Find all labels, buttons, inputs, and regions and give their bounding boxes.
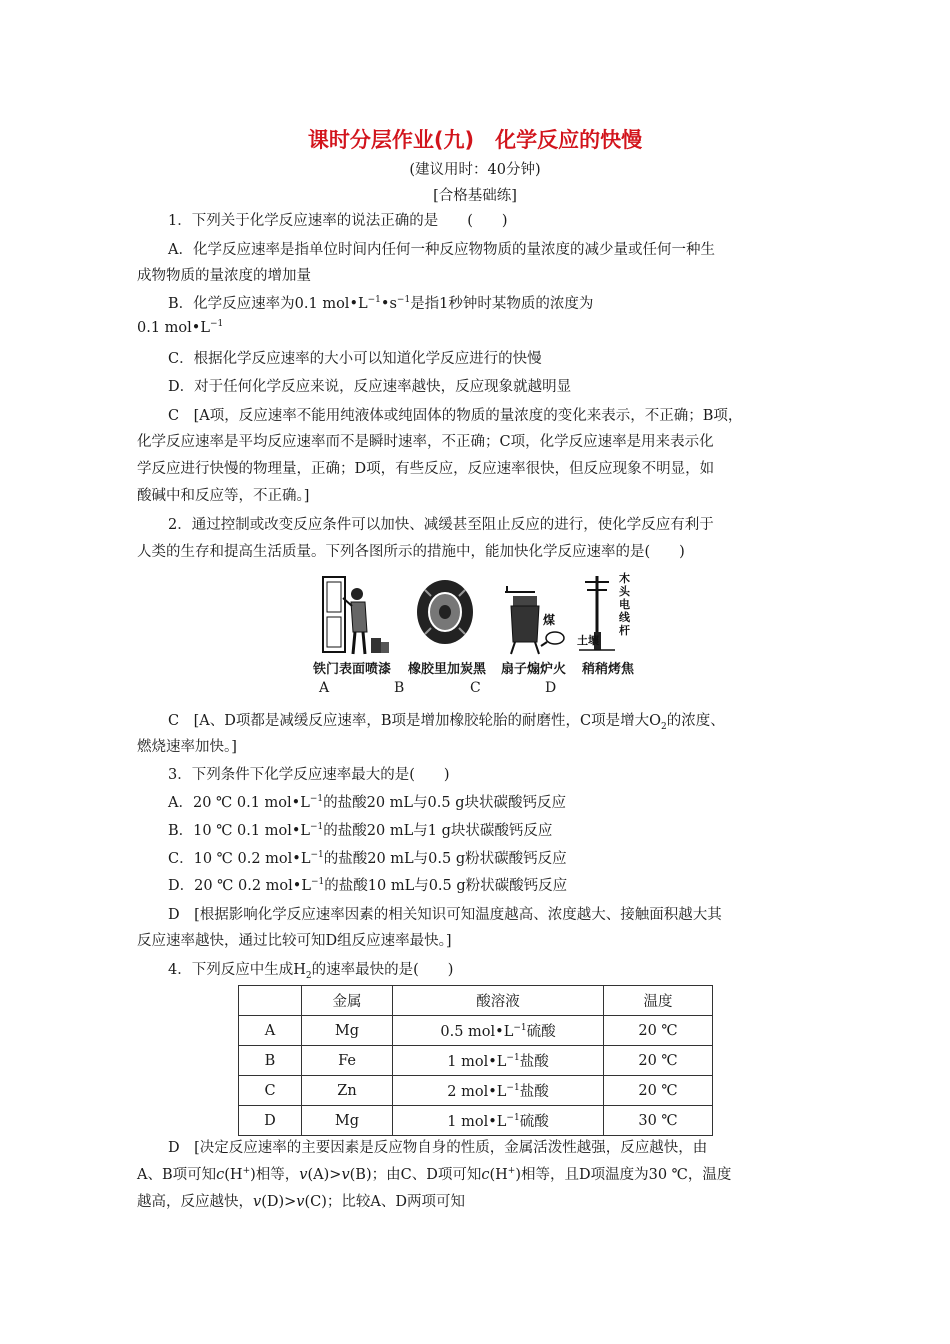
- q3-option-c: C．10 ℃ 0.2 $mol•L^{-1}$的盐酸20 mL与0.5 g粉状碳酸钙反应: [168, 850, 567, 867]
- table-row: [239, 1106, 713, 1136]
- q3-answer-line1: D [根据影响化学反应速率因素的相关知识可知温度越高、浓度越大、接触面积越大其: [168, 907, 722, 923]
- q1-stem: 1．下列关于化学反应速率的说法正确的是 ( ): [168, 213, 508, 229]
- table-row: [239, 1046, 713, 1076]
- metal-cell: Zn: [302, 1076, 393, 1106]
- q2-answer-line1: C [A、D项都是减缓反应速率，B项是增加橡胶轮胎的耐磨性，C项是增大$O_2$的浓度、: [168, 713, 725, 732]
- q4-stem: 4．下列反应中生成$H_2$的速率最快的是( ): [168, 962, 454, 981]
- temperature-cell: 30 ℃: [604, 1106, 713, 1136]
- row-id: D: [239, 1106, 302, 1136]
- q2-figures: [310, 572, 655, 700]
- q1-option-d: D．对于任何化学反应来说，反应速率越快，反应现象就越明显: [168, 379, 572, 395]
- q2-answer-line2: 燃烧速率加快。]: [137, 739, 237, 755]
- q4-answer-line1: D [决定反应速率的主要因素是反应物自身的性质，金属活泼性越强，反应越快，由: [168, 1140, 708, 1156]
- q4-answer-line2: A、B项可知c(H+)相等，v(A)>v(B)；由C、D项可知c(H+)相等，且D项温度为30 ℃，温度: [137, 1166, 732, 1183]
- figure-b-letter: B: [394, 680, 405, 696]
- q1-option-a-line2: 成物物质的量浓度的增加量: [137, 268, 311, 284]
- figure-b-caption: 橡胶里加炭黑: [408, 662, 487, 677]
- acid-cell: 1 $mol•L^{-1}$盐酸: [393, 1046, 604, 1076]
- stove-illustration: [495, 572, 575, 672]
- table-row: [239, 1076, 713, 1106]
- pole-label-2: 头: [619, 585, 630, 598]
- acid-cell: 1 $mol•L^{-1}$硫酸: [393, 1106, 604, 1136]
- table-row: [239, 1016, 713, 1046]
- q1-answer-line1: C [A项，反应速率不能用纯液体或纯固体的物质的量浓度的变化来表示，不正确；B项，: [168, 408, 743, 424]
- figure-c-caption: 扇子煽炉火: [501, 662, 567, 677]
- q3-option-a: A．20 ℃ 0.1 $mol•L^{-1}$的盐酸20 mL与0.5 g块状碳酸钙反应: [168, 794, 566, 811]
- painting-door-illustration: [315, 572, 395, 672]
- table-header-cell: 温度: [604, 986, 713, 1016]
- figure-d-letter: D: [545, 680, 557, 696]
- pole-label-5: 杆: [619, 624, 630, 637]
- q3-stem: 3．下列条件下化学反应速率最大的是( ): [168, 767, 450, 783]
- q3-option-b: B．10 ℃ 0.1 $mol•L^{-1}$的盐酸20 mL与1 g块状碳酸钙反应: [168, 822, 553, 839]
- metal-cell: Mg: [302, 1106, 393, 1136]
- row-id: A: [239, 1016, 302, 1046]
- pole-label-4: 线: [619, 611, 630, 624]
- q4-answer-line3: 越高，反应越快，v(D)>v(C)；比较A、D两项可知: [137, 1194, 466, 1210]
- row-id: B: [239, 1046, 302, 1076]
- acid-cell: 2 $mol•L^{-1}$盐酸: [393, 1076, 604, 1106]
- q1-answer-line3: 学反应进行快慢的物理量，正确；D项，有些反应，反应速率很快，但反应现象不明显，如: [137, 461, 715, 477]
- q2-stem-line1: 2．通过控制或改变反应条件可以加快、减缓甚至阻止反应的进行，使化学反应有利于: [168, 517, 714, 533]
- table-header-cell: [239, 986, 302, 1016]
- temperature-cell: 20 ℃: [604, 1046, 713, 1076]
- pole-illustration: [575, 572, 655, 672]
- q4-table: [238, 985, 713, 1136]
- page-title: 课时分层作业(九) 化学反应的快慢: [307, 128, 643, 152]
- table-header-cell: 金属: [302, 986, 393, 1016]
- metal-cell: Mg: [302, 1016, 393, 1046]
- pole-label-3: 电: [619, 598, 630, 611]
- q1-option-b-line1: B．化学反应速率为0.1 $mol•L^{-1}•s^{-1}$是指1秒钟时某物质的浓度为: [168, 295, 594, 312]
- q1-answer-line4: 酸碱中和反应等，不正确。]: [137, 488, 310, 504]
- row-id: C: [239, 1076, 302, 1106]
- q1-option-b-line2: 0.1 $mol•L^{-1}$: [137, 319, 224, 336]
- figure-a-caption: 铁门表面喷漆: [313, 662, 392, 677]
- figure-c-letter: C: [470, 680, 481, 696]
- metal-cell: Fe: [302, 1046, 393, 1076]
- q3-answer-line2: 反应速率越快，通过比较可知D组反应速率最快。]: [137, 933, 452, 949]
- page-subtitle: (建议用时：40分钟): [409, 162, 541, 178]
- pole-label-1: 木: [619, 572, 630, 585]
- acid-cell: 0.5 $mol•L^{-1}$硫酸: [393, 1016, 604, 1046]
- q3-option-d: D．20 ℃ 0.2 $mol•L^{-1}$的盐酸10 mL与0.5 g粉状碳酸钙反应: [168, 877, 568, 894]
- figure-a-letter: A: [319, 680, 330, 696]
- tire-illustration: [405, 572, 485, 672]
- q1-option-c: C．根据化学反应速率的大小可以知道化学反应进行的快慢: [168, 351, 542, 367]
- soil-label: 土壤: [577, 634, 599, 647]
- q2-stem-line2: 人类的生存和提高生活质量。下列各图所示的措施中，能加快化学反应速率的是( ): [137, 544, 685, 560]
- temperature-cell: 20 ℃: [604, 1076, 713, 1106]
- section-heading: [合格基础练]: [433, 188, 517, 204]
- q1-answer-line2: 化学反应速率是平均反应速率而不是瞬时速率，不正确；C项，化学反应速率是用来表示化: [137, 434, 714, 450]
- figure-d-caption: 稍稍烤焦: [582, 662, 635, 677]
- q1-option-a-line1: A．化学反应速率是指单位时间内任何一种反应物物质的量浓度的减少量或任何一种生: [168, 242, 715, 258]
- coal-label: 煤: [543, 613, 556, 627]
- temperature-cell: 20 ℃: [604, 1016, 713, 1046]
- table-header-cell: 酸溶液: [393, 986, 604, 1016]
- table-header-row: [239, 986, 713, 1016]
